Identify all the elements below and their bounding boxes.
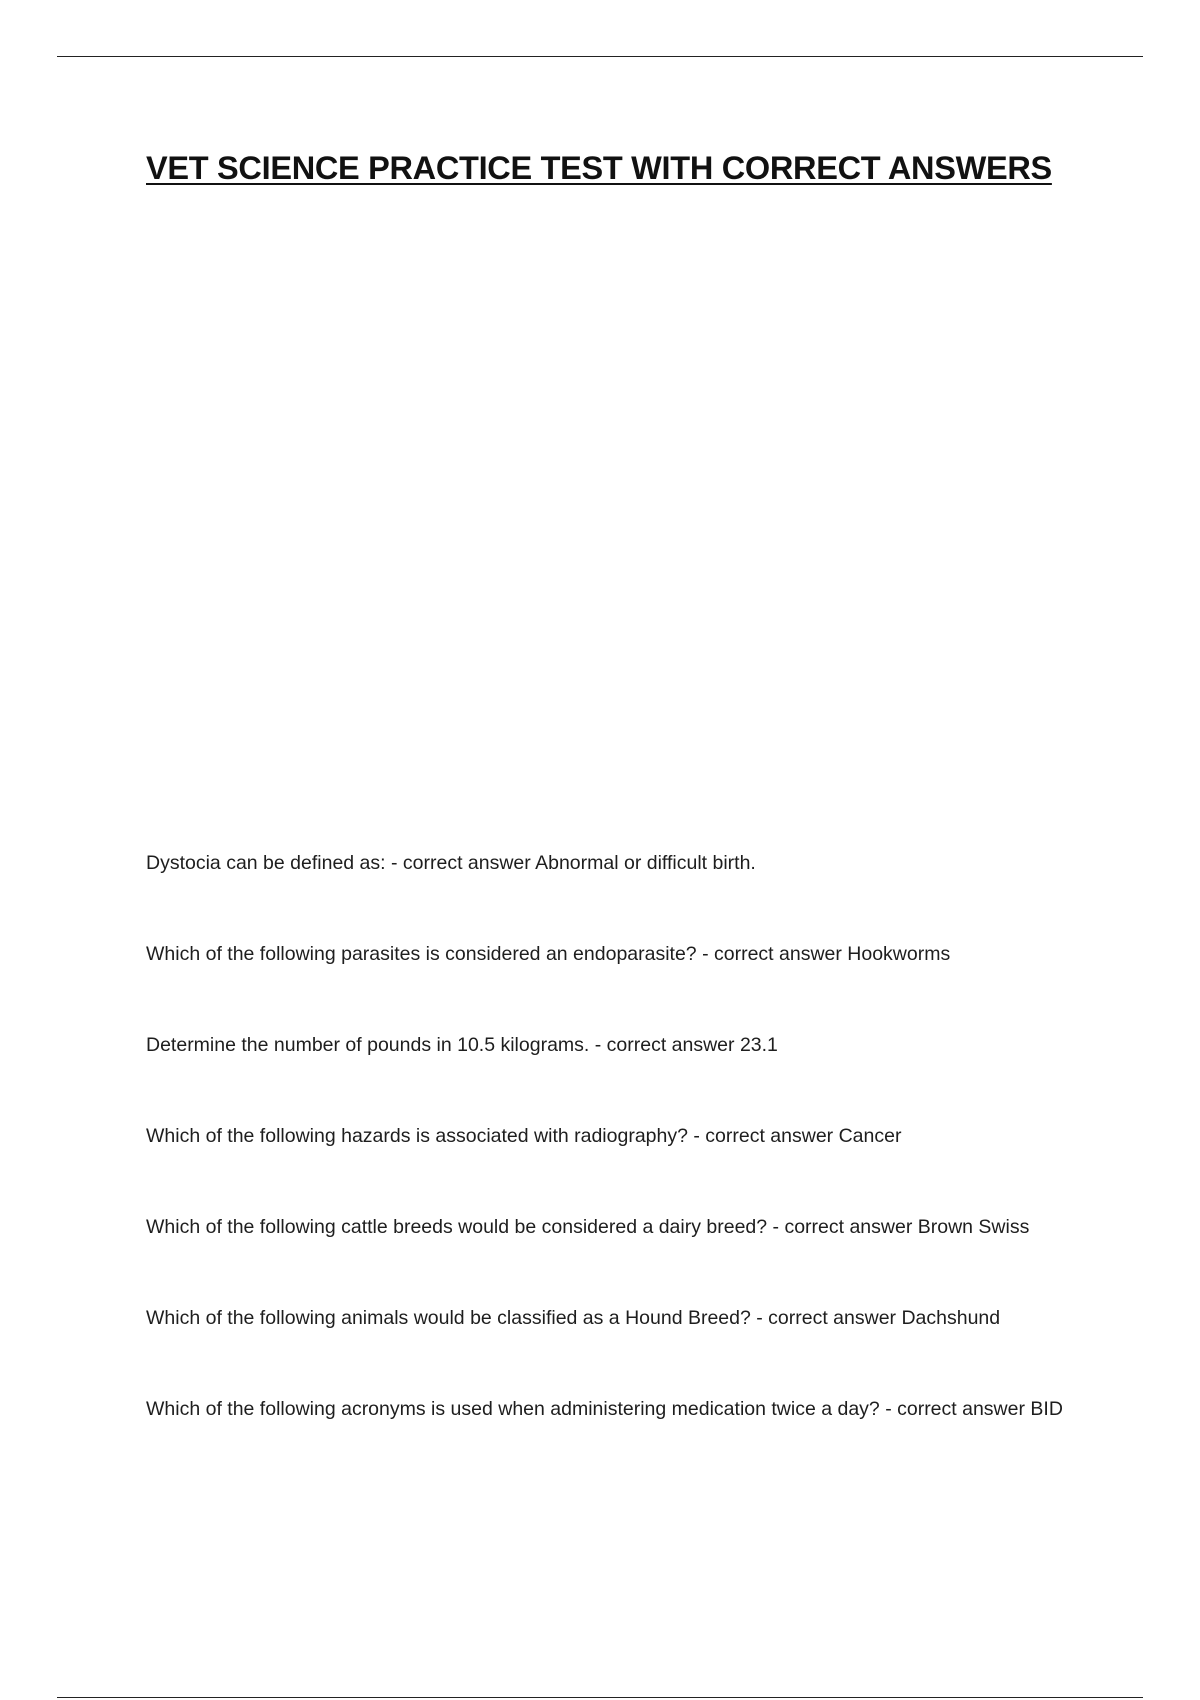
question-answer-item: Which of the following parasites is considered an endoparasite? - correct answer Hookworms [146,943,951,965]
question-answer-item: Which of the following acronyms is used when administering medication twice a day? - correct answer BID [146,1398,1063,1420]
footer-rule [57,1697,1143,1698]
question-answer-item: Dystocia can be defined as: - correct answer Abnormal or difficult birth. [146,852,756,874]
question-answer-item: Which of the following animals would be classified as a Hound Breed? - correct answer Dachshund [146,1307,1001,1329]
header-rule [57,56,1143,57]
document-title: VET SCIENCE PRACTICE TEST WITH CORRECT ANSWERS [146,150,1052,186]
question-answer-list [146,848,1071,1485]
question-answer-item: Which of the following cattle breeds would be considered a dairy breed? - correct answer Brown Swiss [146,1216,1030,1238]
question-answer-item: Which of the following hazards is associated with radiography? - correct answer Cancer [146,1125,902,1147]
question-answer-item: Determine the number of pounds in 10.5 kilograms. - correct answer 23.1 [146,1034,778,1056]
